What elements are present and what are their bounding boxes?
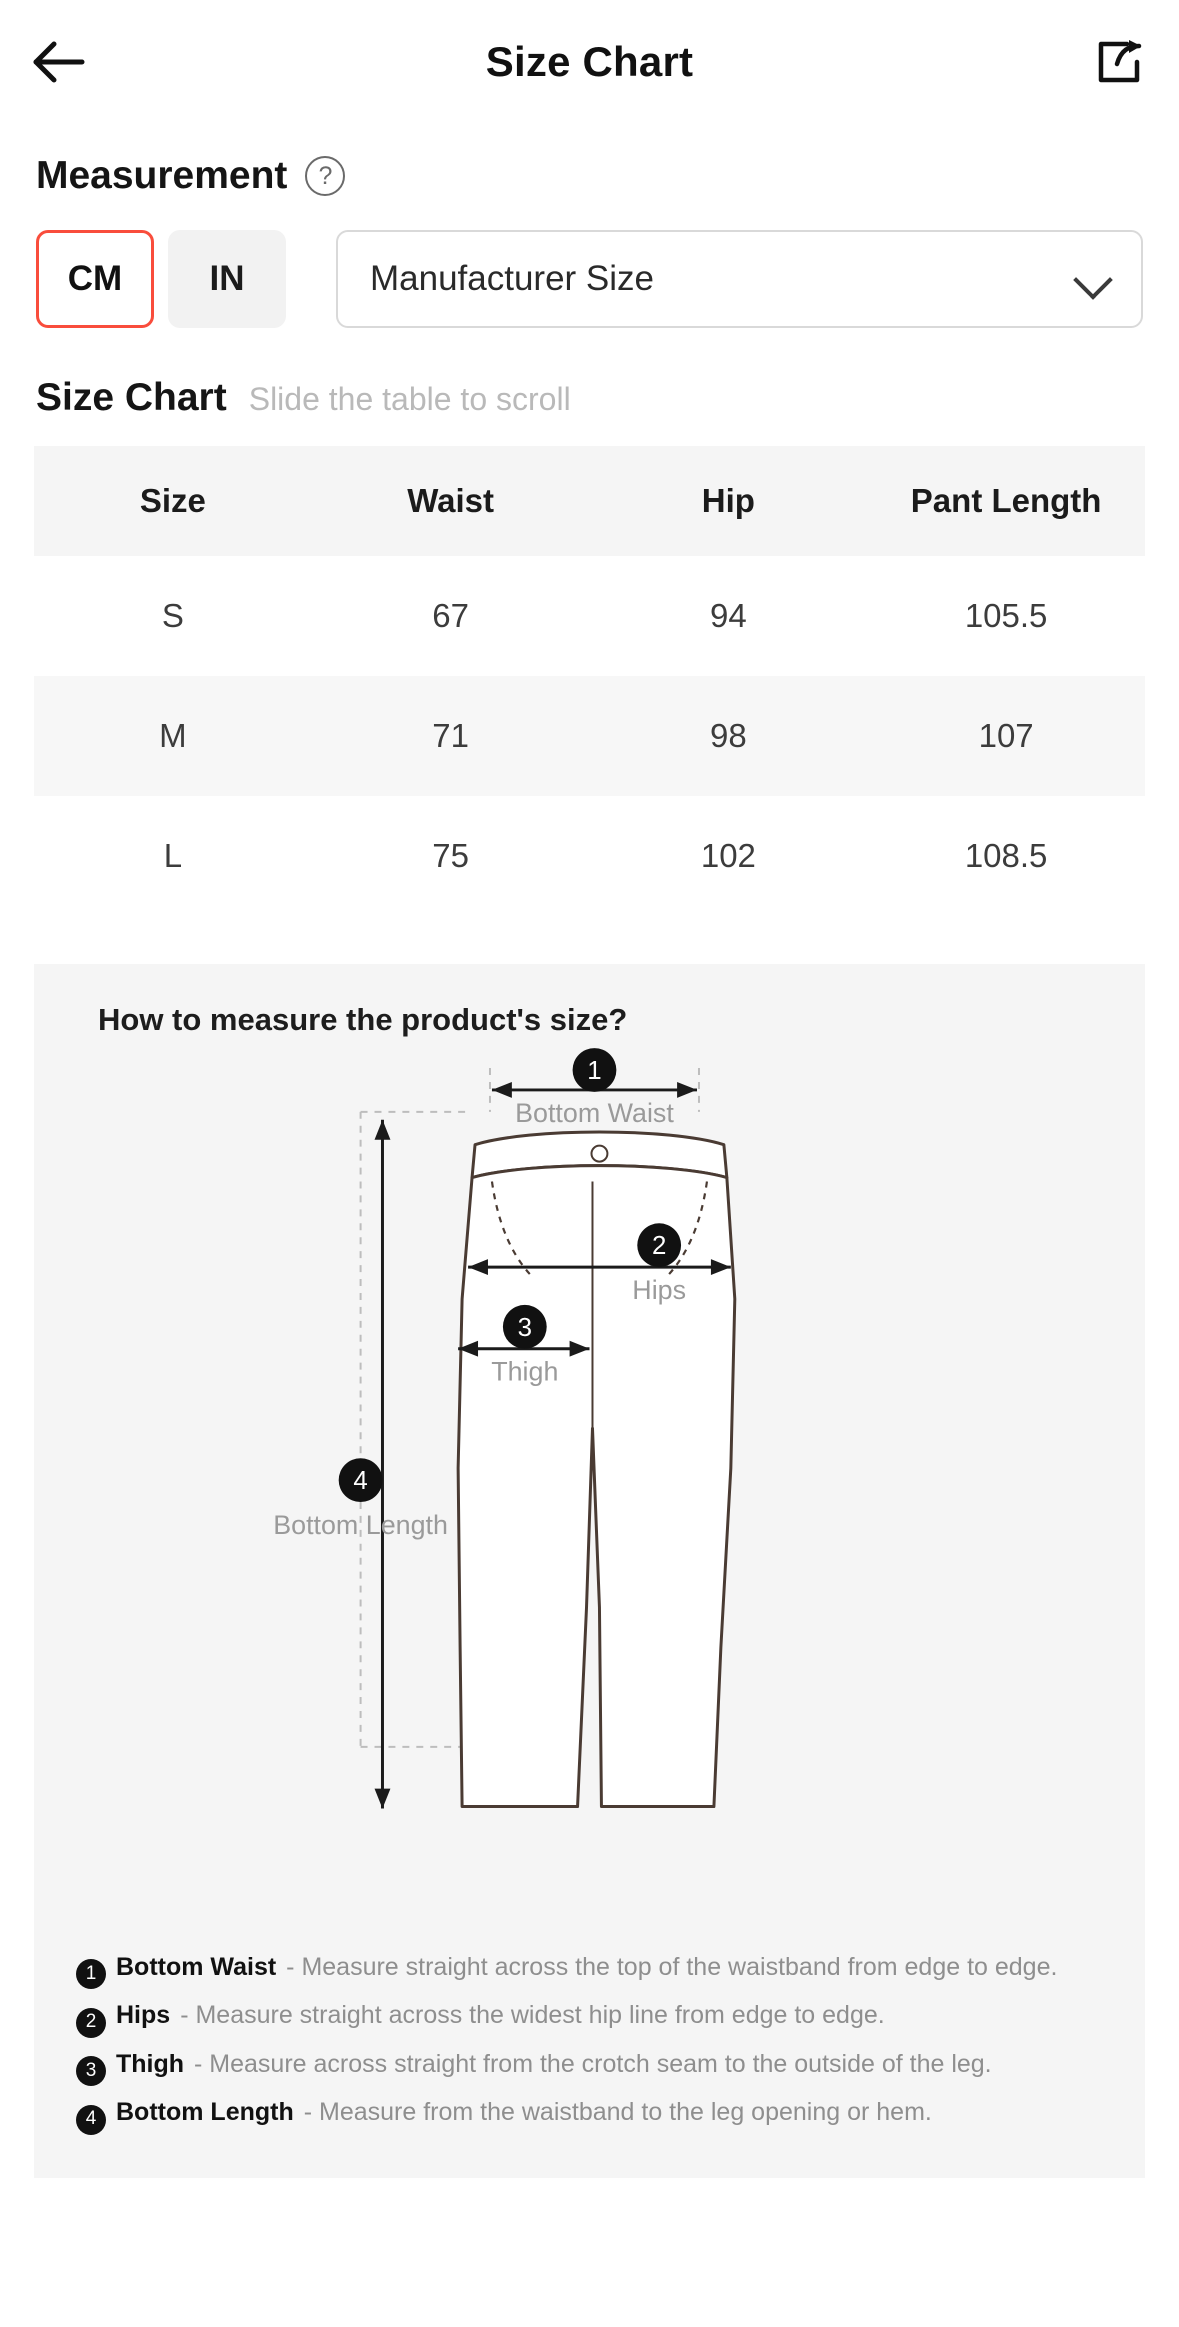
back-button[interactable] <box>22 26 94 98</box>
column-header-waist: Waist <box>312 446 590 556</box>
size-chart-table <box>34 446 1145 916</box>
measure-legend <box>62 1948 1117 2131</box>
help-icon[interactable]: ? <box>305 156 345 196</box>
cell-hip: 98 <box>590 676 868 796</box>
legend-desc-bottom-waist: - Measure straight across the top of the waistband from edge to edge. <box>286 1953 1058 1981</box>
measurement-title: Measurement <box>36 154 288 197</box>
cell-pant-length: 105.5 <box>964 597 1048 634</box>
diagram-label-bottom-length: Bottom Length <box>273 1509 448 1540</box>
legend-item <box>76 1954 1103 1985</box>
column-header-size: Size <box>34 446 312 556</box>
top-bar <box>0 0 1179 124</box>
size-chart-table-wrap[interactable] <box>34 446 1145 916</box>
unit-toggle-in[interactable]: IN <box>168 230 286 328</box>
cell-size: S <box>161 597 184 634</box>
legend-desc-bottom-length: - Measure from the waistband to the leg opening or hem. <box>303 2098 932 2127</box>
diagram-badge-3-label: 3 <box>517 1313 533 1342</box>
legend-badge-3: 3 <box>76 2056 106 2086</box>
diagram-badge-1-label: 1 <box>587 1056 602 1085</box>
legend-desc-hips: - Measure straight across the widest hip line from edge to edge. <box>180 2001 885 2030</box>
table-row <box>34 556 1145 676</box>
pants-diagram-svg <box>62 1048 1117 1948</box>
chevron-down-icon <box>1077 262 1111 296</box>
legend-term-bottom-length: Bottom Length <box>116 2098 294 2127</box>
share-icon <box>1093 36 1145 88</box>
diagram-badge-4-label: 4 <box>353 1467 368 1496</box>
cell-waist: 67 <box>432 597 469 634</box>
size-chart-header <box>0 328 1179 420</box>
cell-size: L <box>163 837 183 874</box>
size-type-value: Manufacturer Size <box>370 259 655 298</box>
pants-measurement-diagram <box>62 1048 1117 1948</box>
table-header-row <box>34 446 1145 556</box>
size-chart-hint: Slide the table to scroll <box>248 381 571 417</box>
diagram-label-bottom-waist: Bottom Waist <box>515 1097 674 1128</box>
cell-hip: 102 <box>700 837 756 874</box>
size-type-select[interactable] <box>336 230 1143 328</box>
legend-item <box>76 2099 1103 2130</box>
legend-term-bottom-waist: Bottom Waist <box>116 1953 277 1981</box>
cell-waist: 71 <box>312 676 590 796</box>
size-chart-title: Size Chart <box>36 376 227 419</box>
arrow-left-icon <box>30 39 86 85</box>
column-header-hip: Hip <box>590 446 868 556</box>
legend-badge-1: 1 <box>76 1959 106 1989</box>
legend-badge-4: 4 <box>76 2105 106 2135</box>
column-header-pant-length: Pant Length <box>867 446 1145 556</box>
share-button[interactable] <box>1087 30 1151 94</box>
unit-toggle-cm[interactable]: CM <box>36 230 154 328</box>
table-row <box>34 676 1145 796</box>
cell-pant-length: 107 <box>867 676 1145 796</box>
legend-item <box>76 2002 1103 2033</box>
cell-size: M <box>34 676 312 796</box>
cell-waist: 75 <box>432 837 469 874</box>
legend-term-hips: Hips <box>116 2001 171 2030</box>
diagram-badge-2-label: 2 <box>651 1232 667 1261</box>
diagram-label-thigh: Thigh <box>491 1356 559 1387</box>
how-to-measure-panel <box>34 964 1145 2178</box>
cell-hip: 94 <box>710 597 747 634</box>
table-row <box>34 796 1145 916</box>
legend-badge-2: 2 <box>76 2008 106 2038</box>
legend-term-thigh: Thigh <box>116 2049 185 2078</box>
unit-and-size-row <box>0 198 1179 328</box>
legend-desc-thigh: - Measure across straight from the crotch seam to the outside of the leg. <box>194 2049 992 2078</box>
diagram-label-hips: Hips <box>632 1274 687 1305</box>
page-title: Size Chart <box>485 38 694 85</box>
cell-pant-length: 108.5 <box>964 837 1048 874</box>
legend-item <box>76 2051 1103 2082</box>
how-to-measure-title: How to measure the product's size? <box>98 1002 628 1037</box>
measurement-header <box>0 124 1179 198</box>
